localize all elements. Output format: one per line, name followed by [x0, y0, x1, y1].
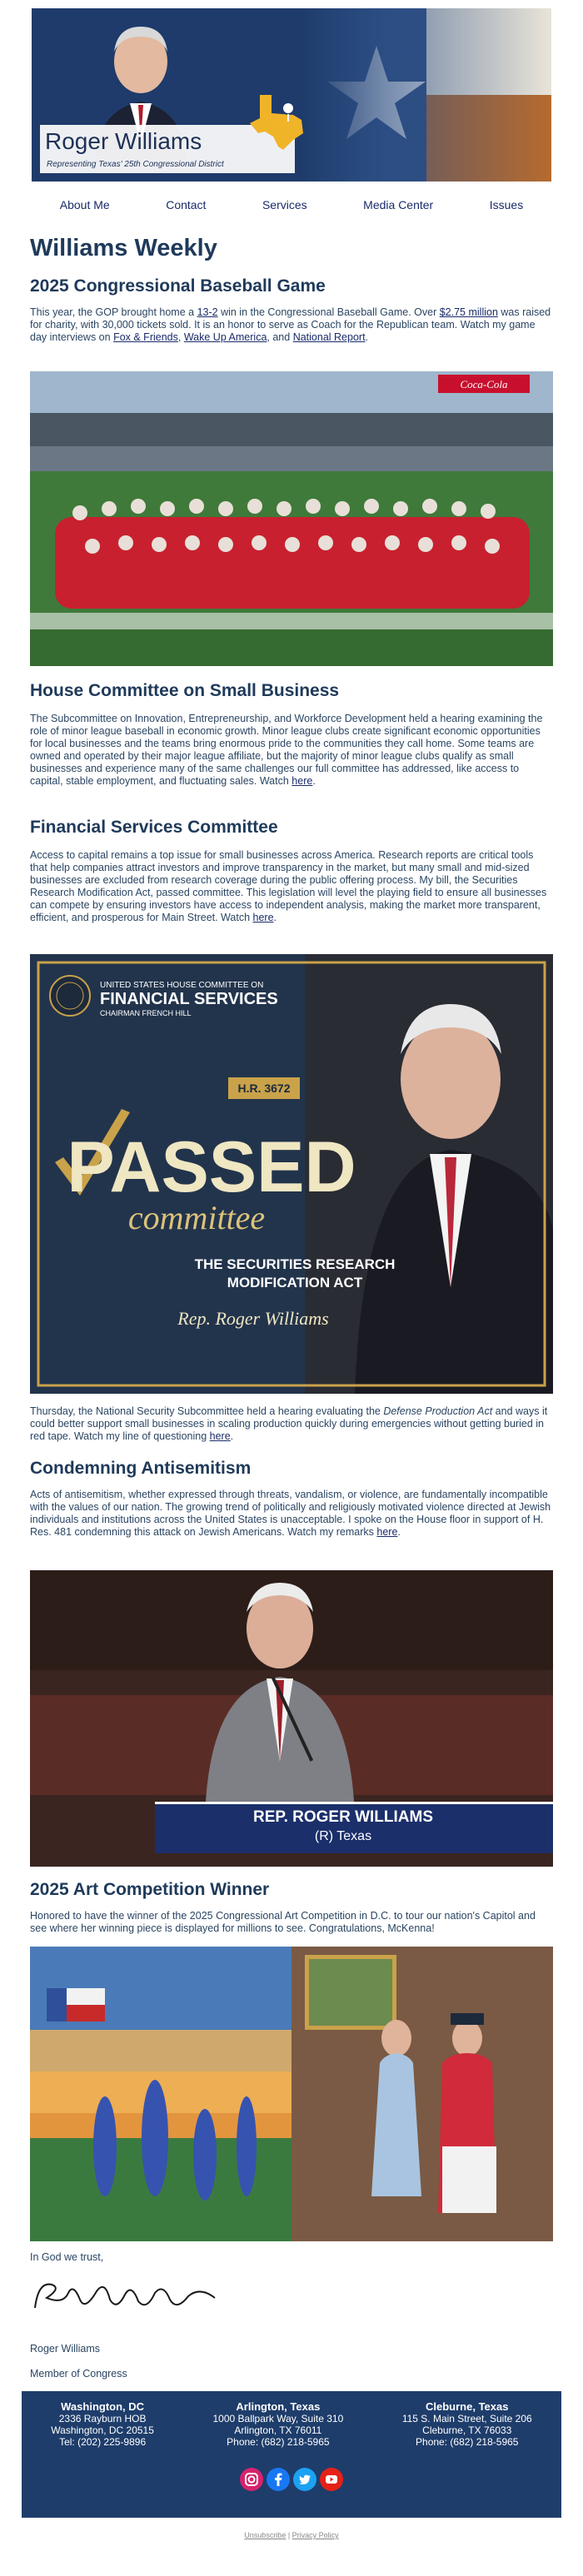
baseball-heading: 2025 Congressional Baseball Game [30, 276, 326, 296]
graphic-signature: Rep. Roger Williams [177, 1308, 329, 1329]
office-arlington: Arlington, Texas 1000 Ballpark Way, Suite 310 Arlington, TX 76011 Phone: (682) 218-5965 [212, 2400, 344, 2448]
fox-friends-link[interactable]: Fox & Friends [113, 331, 178, 343]
committee-word: committee [127, 1199, 266, 1236]
wake-up-america-link[interactable]: Wake Up America [183, 331, 267, 343]
passed-committee-graphic [30, 954, 553, 1394]
instagram-icon[interactable] [240, 2468, 263, 2491]
nav-contact[interactable]: Contact [166, 198, 207, 211]
defense-production-text: Thursday, the National Security Subcommittee held a hearing evaluating the Defense Production Act and ways it could better support small businesses in scaling production quickly during emergencies without getting buried in red tape. Watch my line of questioning here. [30, 1405, 548, 1442]
antisemitism-text: Acts of antisemitism, whether expressed through threats, vandalism, or violence, are fundamentally incompatible with the values of our nation. The growing trend of politically and religiously motivated violence directed at Jewish individuals and institutions across the United States is unacceptable. I spoke on the House floor in support of H. Res. 481 condemning this attack on Jewish Americans. Watch my remarks here. [30, 1489, 551, 1538]
committee-line3: CHAIRMAN FRENCH HILL [100, 1009, 192, 1017]
financial-watch-link[interactable]: here [252, 912, 274, 923]
office-cleburne: Cleburne, Texas 115 S. Main Street, Suite 206 Cleburne, TX 76033 Phone: (682) 218-5965 [401, 2400, 532, 2448]
charity-link[interactable]: $2.75 million [439, 306, 498, 318]
passed-word: PASSED [67, 1127, 356, 1207]
top-nav [32, 198, 551, 218]
stadium-sign: Coca-Cola [460, 378, 508, 390]
chyron-party: (R) Texas [314, 1829, 372, 1843]
antisemitism-watch-link[interactable]: here [376, 1526, 398, 1538]
committee-seal [50, 976, 90, 1016]
youtube-icon[interactable] [320, 2468, 343, 2491]
small-business-watch-link[interactable]: here [292, 775, 313, 787]
financial-services-heading: Financial Services Committee [30, 818, 278, 837]
rep-district: Representing Texas' 25th Congressional District [47, 160, 224, 169]
closing-name: Roger Williams [30, 2343, 101, 2355]
closing-title: Member of Congress [30, 2368, 127, 2380]
rep-name: Roger Williams [45, 128, 202, 154]
unsubscribe-link[interactable]: Unsubscribe [244, 2531, 287, 2539]
texas-map-icon [245, 90, 308, 153]
texas-flag-graphic [301, 8, 551, 182]
newsletter-title: Williams Weekly [30, 235, 217, 261]
legal-links: Unsubscribe | Privacy Policy [244, 2531, 339, 2539]
art-winner-photos [30, 1947, 553, 2241]
committee-line2: FINANCIAL SERVICES [100, 990, 278, 1008]
salutation: In God we trust, [30, 2251, 104, 2263]
chyron-name: REP. ROGER WILLIAMS [252, 1808, 434, 1826]
nav-about[interactable]: About Me [59, 198, 110, 211]
national-report-link[interactable]: National Report [292, 331, 366, 343]
nav-services[interactable]: Services [262, 198, 307, 211]
footer-offices [22, 2391, 561, 2518]
signature-image [30, 2275, 222, 2318]
financial-services-text: Access to capital remains a top issue for small businesses across America. Research reports are critical tools that help companies attract investors and improve transparency in the market, but many small and mid-sized businesses are excluded from research coverage during the public offering process. My bill, the Securities Research Modification Act, passed committee. This legislation will level the playing field to ensure all businesses can compete by ensuring investors have access to independent analysis, making the market more transparent, efficient, and prosperous for Main Street. Watch here. [30, 849, 547, 923]
score-link[interactable]: 13-2 [197, 306, 218, 318]
antisemitism-heading: Condemning Antisemitism [30, 1459, 252, 1478]
office-washington: Washington, DC 2336 Rayburn HOB Washington, DC 20515 Tel: (202) 225-9896 [51, 2400, 154, 2448]
baseball-team-photo [30, 371, 553, 666]
nav-media-center[interactable]: Media Center [363, 198, 434, 211]
header-banner [32, 8, 551, 182]
act-line2: MODIFICATION ACT [227, 1275, 363, 1290]
privacy-policy-link[interactable]: Privacy Policy [292, 2531, 339, 2539]
defense-watch-link[interactable]: here [209, 1430, 231, 1442]
small-business-text: The Subcommittee on Innovation, Entrepreneurship, and Workforce Development held a hearing examining the role of minor league baseball in economic growth. Minor league clubs create significant economic opportunities for local businesses and the teams bring enormous pride to the communities they call home. Some teams are owned and operated by their major league affiliate, but the majority of minor league clubs qualify as small businesses and experience many of the same challenges our full committee has addressed, like access to capital, stable employment, and fluctuating sales. Watch here. [30, 713, 543, 787]
social-links [240, 2468, 343, 2494]
act-line1: THE SECURITIES RESEARCH [194, 1256, 396, 1272]
house-floor-video-still [30, 1570, 553, 1867]
nav-issues[interactable]: Issues [489, 198, 524, 211]
small-business-heading: House Committee on Small Business [30, 681, 340, 700]
art-text: Honored to have the winner of the 2025 Congressional Art Competition in D.C. to tour our nation's Capitol and see where her winning piece is displayed for millions to see. Congratulations, McKenna! [30, 1910, 536, 1934]
committee-line1: UNITED STATES HOUSE COMMITTEE ON [100, 981, 264, 990]
twitter-icon[interactable] [293, 2468, 316, 2491]
art-heading: 2025 Art Competition Winner [30, 1880, 270, 1899]
facebook-icon[interactable] [267, 2468, 290, 2491]
bill-number: H.R. 3672 [237, 1082, 291, 1095]
baseball-text: This year, the GOP brought home a 13-2 win in the Congressional Baseball Game. Over $2.75 million was raised for charity, with 30,000 tickets sold. It is an honor to serve as Coach for the Republican team. Watch my game day interviews on Fox & Friends, Wake Up America, and National Report. [30, 306, 551, 343]
